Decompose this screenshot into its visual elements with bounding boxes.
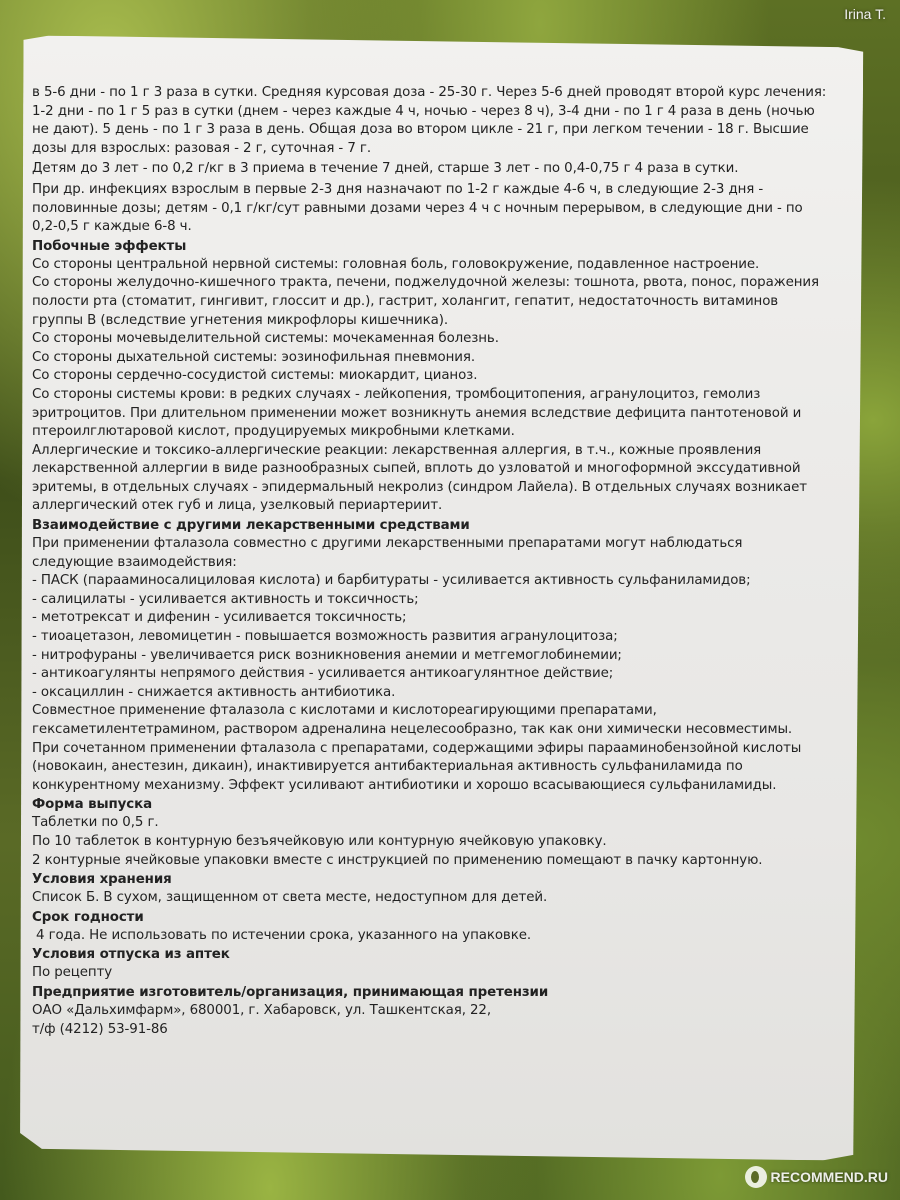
interactions-heading: Взаимодействие с другими лекарственными средствами xyxy=(32,518,470,534)
side-effects-heading: Побочные эффекты xyxy=(32,238,187,254)
side-effect-respiratory: Со стороны дыхательной системы: эозинофильная пневмония. xyxy=(32,349,475,365)
recommend-logo-icon xyxy=(745,1166,767,1188)
interactions-paba-esters: При сочетанном применении фталазола с препаратами, содержащими эфиры парааминобензойной кислоты (новокаин, анестезин, дикаин), инактивируется антибактериальная активность сульфаниламида по конкурентному механизму. Эффект усиливают антибиотики и хорошо всасывающиеся сульфаниламиды. xyxy=(32,740,802,793)
shelf-life-heading: Срок годности xyxy=(32,909,144,925)
interactions-intro: При применении фталазола совместно с другими лекарственными препаратами могут наблюдаться следующие взаимодействия: xyxy=(32,536,743,570)
interactions-list xyxy=(32,572,827,702)
release-form-line: Таблетки по 0,5 г. xyxy=(32,815,159,831)
side-effect-urinary: Со стороны мочевыделительной системы: мочекаменная болезнь. xyxy=(32,331,499,347)
interaction-item: - салицилаты - усиливается активность и токсичность; xyxy=(32,591,419,607)
side-effects-list xyxy=(32,256,827,516)
storage-text: Список Б. В сухом, защищенном от света месте, недоступном для детей. xyxy=(32,890,548,906)
interaction-item: - оксациллин - снижается активность антибиотика. xyxy=(32,684,396,700)
side-effect-allergic: Аллергические и токсико-аллергические реакции: лекарственная аллергия, в т.ч., кожные проявления лекарственной аллергии в виде разнообразных сыпей, вплоть до узловатой и многоформной экссудативной эритемы, в отдельных случаях - эпидермальный некролиз (синдром Лайела). В отдельных случаях возникает аллергический отек губ и лица, узелковый периартериит. xyxy=(32,442,807,514)
dosage-paragraph-1: в 5-6 дни - по 1 г 3 раза в сутки. Средняя курсовая доза - 25-30 г. Через 5-6 дней проводят второй курс лечения: 1-2 дни - по 1 г 5 раз в сутки (днем - через каждые 4 ч, ночью - через 8 ч), 3-4 дни - по 1 г 4 раза в день (ночью не дают). 5 день - по 1 г 3 раза в день. Общая доза во втором цикле - 21 г, при легком течении - 18 г. Высшие дозы для взрослых: разовая - 2 г, суточная - 7 г. xyxy=(32,85,827,156)
interaction-item: - нитрофураны - увеличивается риск возникновения анемии и метгемоглобинемии; xyxy=(32,647,622,663)
interaction-item: - антикоагулянты непрямого действия - усиливается антикоагулянтное действие; xyxy=(32,666,614,682)
side-effect-blood: Со стороны системы крови: в редких случаях - лейкопения, тромбоцитопения, агранулоцитоз, гемолиз эритроцитов. При длительном применении может возникнуть анемия вследствие дефицита пантотеновой и птероилглютаровой кислот, продуцируемых микробными клетками. xyxy=(32,386,802,440)
side-effect-cns: Со стороны центральной нервной системы: головная боль, головокружение, подавленное настроение. xyxy=(32,256,760,272)
manufacturer-address: ОАО «Дальхимфарм», 680001, г. Хабаровск, ул. Ташкентская, 22, xyxy=(32,1002,492,1018)
release-form-line: 2 контурные ячейковые упаковки вместе с инструкцией по применению помещают в пачку картонную. xyxy=(32,852,763,868)
release-form-line: По 10 таблеток в контурную безъячейковую или контурную ячейковую упаковку. xyxy=(32,833,607,849)
manufacturer-phone: т/ф (4212) 53-91-86 xyxy=(32,1021,168,1037)
dispensing-text: По рецепту xyxy=(32,965,113,981)
interactions-incompatibility: Совместное применение фталазола с кислотами и кислотореагирующими препаратами, гексаметилентетрамином, раствором адреналина нецелесообразно, так как они химически несовместимы. xyxy=(32,703,793,737)
interaction-item: - метотрексат и дифенин - усиливается токсичность; xyxy=(32,610,407,626)
author-watermark: Irina T. xyxy=(844,6,886,22)
site-watermark xyxy=(745,1166,888,1188)
dispensing-heading: Условия отпуска из аптек xyxy=(32,947,230,963)
interaction-item: - тиоацетазон, левомицетин - повышается возможность развития агранулоцитоза; xyxy=(32,629,618,645)
dosage-paragraph-children: Детям до 3 лет - по 0,2 г/кг в 3 приема в течение 7 дней, старше 3 лет - по 0,4-0,75 г 4 раза в сутки. xyxy=(32,161,739,177)
interaction-item: - ПАСК (парааминосалициловая кислота) и барбитураты - усиливается активность сульфаниламидов; xyxy=(32,573,751,589)
dosage-paragraph-other-infections: При др. инфекциях взрослым в первые 2-3 дня назначают по 1-2 г каждые 4-6 ч, в следующие 2-3 дня - половинные дозы; детям - 0,1 г/кг/сут равными дозами через 4 ч с ночным перерывом, в следующие дни - по 0,2-0,5 г каждые 6-8 ч. xyxy=(32,181,803,235)
release-form-heading: Форма выпуска xyxy=(32,797,153,813)
manufacturer-heading: Предприятие изготовитель/организация, принимающая претензии xyxy=(32,984,549,1000)
shelf-life-text: 4 года. Не использовать по истечении срока, указанного на упаковке. xyxy=(36,927,531,943)
side-effect-gi: Со стороны желудочно-кишечного тракта, печени, поджелудочной железы: тошнота, рвота, понос, поражения полости рта (стоматит, гингивит, глоссит и др.), гастрит, холангит, гепатит, недостаточность витаминов группы В (вследствие угнетения микрофлоры кишечника). xyxy=(32,275,819,328)
site-watermark-text: RECOMMEND.RU xyxy=(770,1169,888,1185)
leaflet-text xyxy=(32,84,827,1039)
side-effect-cardio: Со стороны сердечно-сосудистой системы: миокардит, цианоз. xyxy=(32,368,478,384)
storage-heading: Условия хранения xyxy=(32,872,172,888)
